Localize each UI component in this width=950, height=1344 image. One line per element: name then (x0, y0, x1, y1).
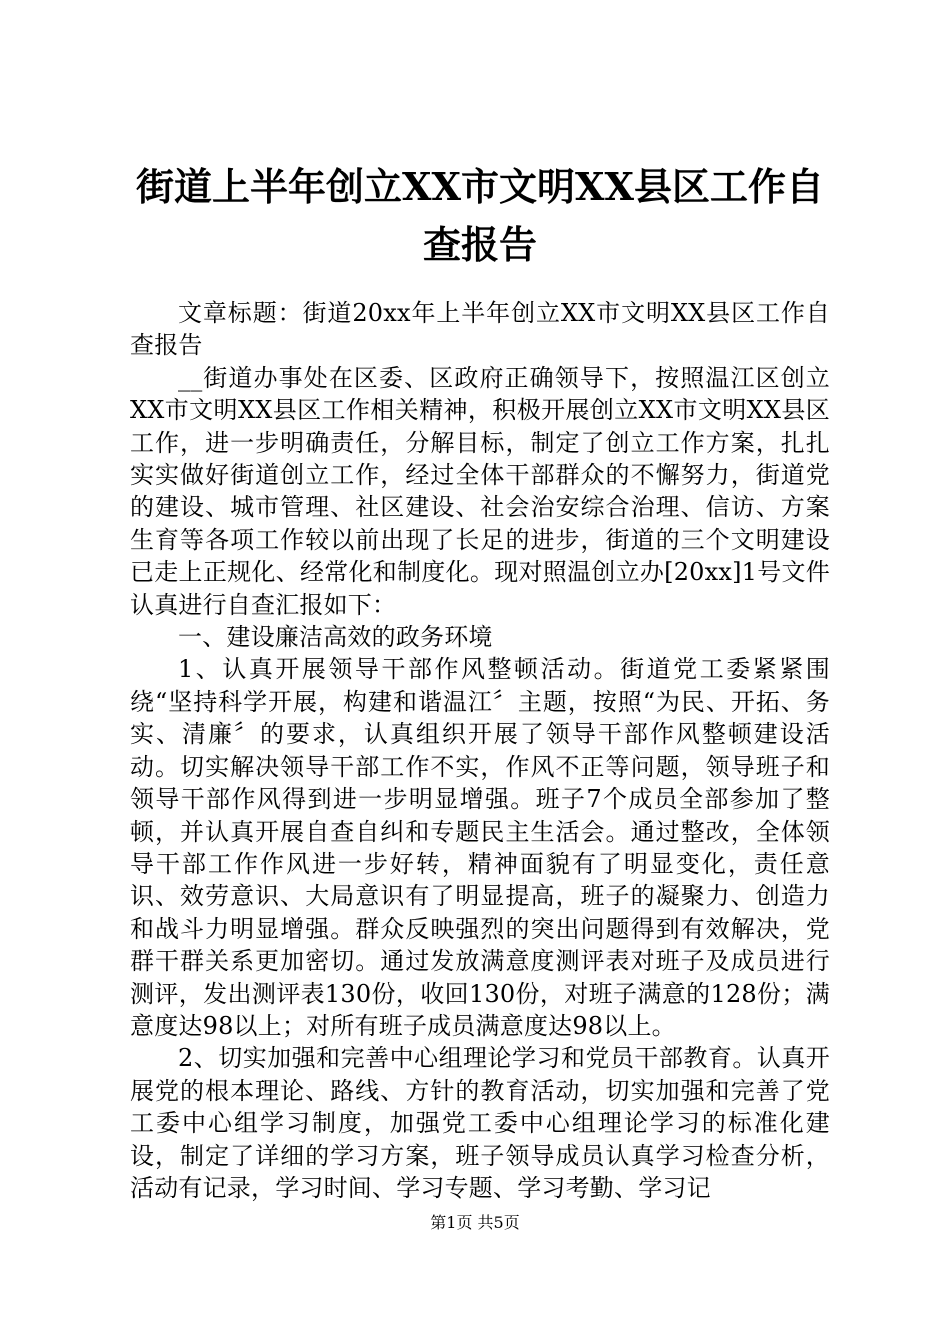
section-heading: 一、建设廉洁高效的政务环境 (178, 623, 493, 652)
document-title: 街道上半年创立XX市文明XX县区工作自查报告 (136, 164, 824, 267)
page-footer: 第1页 共5页 (430, 1213, 520, 1232)
paragraph-item-1: 1、认真开展领导干部作风整顿活动。街道党工委紧紧围绕“坚持科学开展，构建和谐温江〞主题，按照“为民、开拓、务实、清廉〞的要求，认真组织开展了领导干部作风整顿建设活动。切实解决领导干部工作不实，作风不正等问题，领导班子和领导干部作风得到进一步明显增强。班子7个成员全部参加了整顿，并认真开展自查自纠和专题民主生活会。通过整改，全体领导干部工作作风进一步好转，精神面貌有了明显变化，责任意识、效劳意识、大局意识有了明显提高，班子的凝聚力、创造力和战斗力明显增强。群众反映强烈的突出问题得到有效解决，党群干群关系更加密切。通过发放满意度测评表对班子及成员进行测评，发出测评表130份，收回130份，对班子满意的128份；满意度达98以上；对所有班子成员满意度达98以上。 (130, 655, 830, 1040)
intro-paragraph: __街道办事处在区委、区政府正确领导下，按照温江区创立XX市文明XX县区工作相关精神，积极开展创立XX市文明XX县区工作，进一步明确责任，分解目标，制定了创立工作方案，扎扎实实做好街道创立工作，经过全体干部群众的不懈努力，街道党的建设、城市管理、社区建设、社会治安综合治理、信访、方案生育等各项工作较以前出现了长足的进步，街道的三个文明建设已走上正规化、经常化和制度化。现对照温创立办[20xx]1号文件认真进行自查汇报如下： (130, 363, 830, 619)
article-heading-paragraph: 文章标题：街道20xx年上半年创立XX市文明XX县区工作自查报告 (130, 299, 830, 360)
paragraph-item-2: 2、切实加强和完善中心组理论学习和党员干部教育。认真开展党的根本理论、路线、方针的教育活动，切实加强和完善了党工委中心组学习制度，加强党工委中心组理论学习的标准化建设，制定了详细的学习方案，班子领导成员认真学习检查分析，活动有记录，学习时间、学习专题、学习考勤、学习记 (130, 1044, 830, 1202)
document-body (130, 297, 830, 1204)
